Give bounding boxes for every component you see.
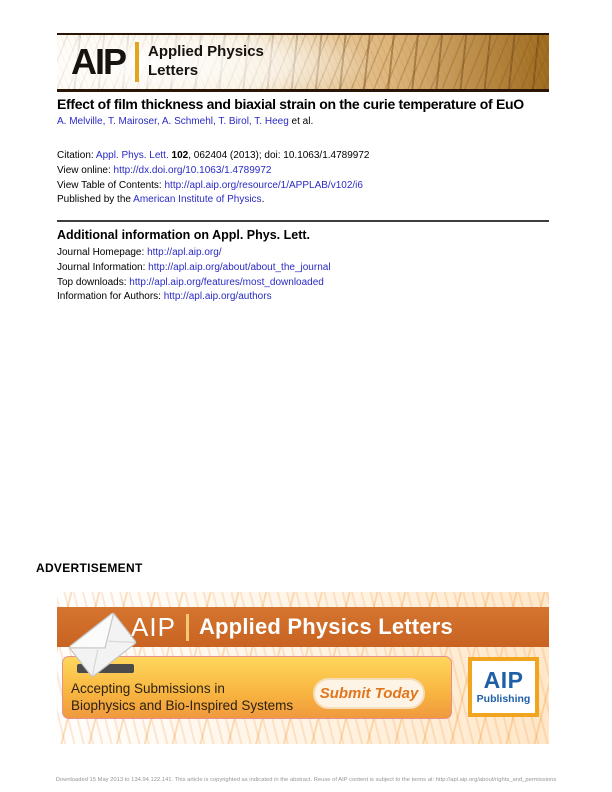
aip-publishing-brand: AIP: [483, 667, 524, 693]
publisher-link[interactable]: American Institute of Physics: [133, 194, 262, 206]
journal-name-line2: Letters: [148, 62, 199, 79]
citation-rest: , 062404 (2013); doi: 10.1063/1.4789972: [188, 150, 370, 161]
citation-volume: 102: [171, 150, 189, 161]
info-for-authors-link[interactable]: http://apl.aip.org/authors: [163, 291, 272, 303]
ad-journal-name: Applied Physics Letters: [198, 614, 453, 639]
journal-information-label: Journal Information:: [57, 261, 149, 273]
aip-logo-text: AIP: [71, 41, 126, 82]
aip-logo: [57, 42, 264, 82]
advertisement-banner[interactable]: [57, 592, 549, 744]
journal-information-line: [57, 261, 331, 276]
article-title: Effect of film thickness and biaxial strain on the curie temperature of EuO: [57, 96, 524, 112]
journal-information-link[interactable]: http://apl.aip.org/about/about_the_journal: [148, 261, 331, 273]
advertisement-label: ADVERTISEMENT: [36, 561, 143, 575]
journal-name: [148, 43, 264, 81]
journal-name-line1: Applied Physics: [148, 43, 264, 61]
view-online-label: View online:: [57, 164, 114, 176]
journal-masthead: [57, 33, 549, 92]
envelope-icon: [61, 606, 143, 688]
top-downloads-label: Top downloads:: [57, 276, 130, 288]
published-by-line: [57, 193, 369, 208]
top-downloads-line: [57, 276, 331, 291]
ad-message-line1: Accepting Submissions in: [71, 681, 225, 696]
published-by-suffix: .: [261, 194, 265, 206]
journal-homepage-link[interactable]: http://apl.aip.org/: [147, 247, 222, 258]
author-links[interactable]: A. Melville, T. Mairoser, A. Schmehl, T. Birol, T. Heeg: [57, 116, 289, 127]
download-notice: Downloaded 15 May 2013 to 134.94.122.141. This article is copyrighted as indicated in the abstract. Reuse of AIP content is subject to the terms at: http://apl.aip.org/about/rights_and_permissions: [55, 777, 557, 783]
toc-link[interactable]: http://apl.aip.org/resource/1/APPLAB/v102/i6: [164, 179, 363, 191]
view-online-link[interactable]: http://dx.doi.org/10.1063/1.4789972: [113, 164, 272, 176]
citation-label: Citation:: [57, 150, 96, 161]
ad-message-line2: Biophysics and Bio-Inspired Systems: [71, 698, 294, 713]
additional-info-links: [57, 246, 331, 305]
citation-block: [57, 149, 369, 208]
toc-line: [57, 179, 369, 194]
published-by-prefix: Published by the: [57, 194, 134, 206]
view-online-line: [57, 164, 369, 179]
ad-logo-divider: [186, 614, 189, 641]
authors-etal: et al.: [291, 116, 314, 127]
submit-today-button[interactable]: [313, 678, 425, 709]
aip-logo-divider: [135, 42, 139, 82]
ad-aip-logo-text: AIP: [131, 611, 176, 642]
info-for-authors-label: Information for Authors:: [57, 291, 164, 303]
section-divider: [57, 220, 549, 222]
additional-info-heading: Additional information on Appl. Phys. Lett.: [57, 228, 310, 242]
aip-publishing-name: Publishing: [476, 693, 531, 705]
journal-homepage-line: [57, 246, 331, 261]
citation-line: [57, 149, 369, 164]
journal-homepage-label: Journal Homepage:: [57, 247, 148, 258]
submit-today-label: Submit Today: [319, 685, 419, 702]
citation-journal-link[interactable]: Appl. Phys. Lett.: [95, 150, 169, 161]
author-line: [57, 116, 313, 127]
aip-publishing-logo[interactable]: [468, 657, 539, 717]
info-for-authors-line: [57, 290, 331, 305]
toc-label: View Table of Contents:: [57, 179, 165, 191]
top-downloads-link[interactable]: http://apl.aip.org/features/most_downloaded: [129, 276, 324, 288]
